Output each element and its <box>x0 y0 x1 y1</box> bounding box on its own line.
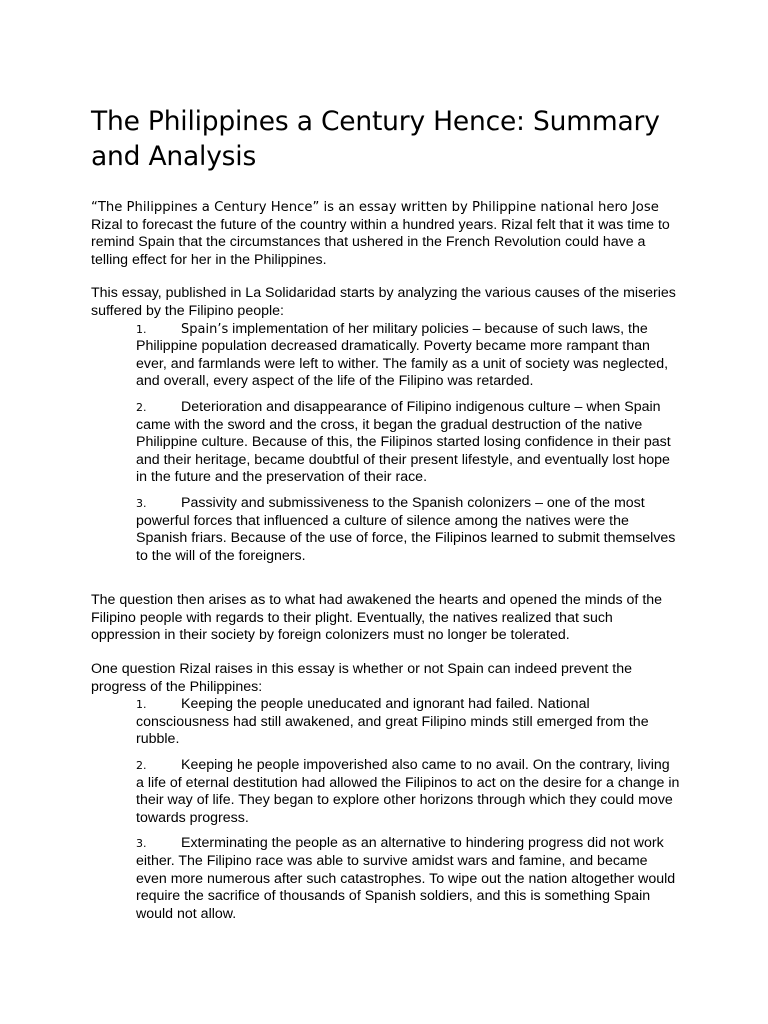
intro-paragraph <box>91 199 681 269</box>
list-item <box>136 399 681 487</box>
document-page <box>91 104 681 931</box>
list-number: 3. <box>136 837 147 851</box>
progress-list <box>91 696 681 923</box>
list-item-text: Deterioration and disappearance of Filipino indigenous culture – when Spain came with the sword and the cross, it began the gradual destruction of the native Philippine culture. Because of this, the Filipinos started losing confidence in their past and their heritage, became doubtful of their present lifestyle, and eventually lost hope in the future and the preservation of their race. <box>136 398 671 486</box>
awakening-paragraph: The question then arises as to what had awakened the hearts and opened the minds of the Filipino people with regards to their plight. Eventually, the natives realized that such oppression in their society by foreign colonizers must no longer be tolerated. <box>91 592 663 644</box>
list-item-text: Exterminating the people as an alternative to hindering progress did not work either. The Filipino race was able to survive amidst wars and famine, and became even more numerous after such catastrophes. To wipe out the nation altogether would require the sacrifice of thousands of Spanish soldiers, and this is something Spain would not allow. <box>136 835 676 922</box>
list-item <box>136 495 681 565</box>
list-item <box>136 321 681 391</box>
intro-lead: “The Philippines a Century Hence” is an essay written by Philippine national hero Jose <box>91 200 659 215</box>
list-item-lead: Spain’s <box>181 321 229 337</box>
list-item <box>136 835 681 923</box>
list-item <box>136 696 681 749</box>
intro-rest: Rizal to forecast the future of the country within a hundred years. Rizal felt that it was time to remind Spain that the circumstances that ushered in the French Revolution could have a telling effect for her in the Philippines. <box>91 216 670 268</box>
list-number: 2. <box>136 400 147 414</box>
progress-intro: One question Rizal raises in this essay is whether or not Spain can indeed prevent the progress of the Philippines: <box>91 661 633 695</box>
list-number: 1. <box>136 322 147 336</box>
list-number: 3. <box>136 496 147 510</box>
list-item <box>136 757 681 827</box>
list-item-text: Keeping the people uneducated and ignorant had failed. National consciousness had still awakened, and great Filipino minds still emerged from the rubble. <box>136 696 649 748</box>
list-item-text: implementation of her military policies – because of such laws, the Philippine population decreased dramatically. Poverty became more rampant than ever, and farmlands were left to wither. The family as a unit of society was neglected, and overall, every aspect of the life of the Filipino was retarded. <box>136 320 669 390</box>
page-title: The Philippines a Century Hence: Summary and Analysis <box>91 106 660 172</box>
list-number: 1. <box>136 698 147 712</box>
causes-list <box>91 321 681 566</box>
list-item-text: Passivity and submissiveness to the Spanish colonizers – one of the most powerful forces that influenced a culture of silence among the natives were the Spanish friars. Because of the use of force, the Filipinos learned to submit themselves to the will of the foreigners. <box>136 494 676 564</box>
list-number: 2. <box>136 759 147 773</box>
list-item-text: Keeping he people impoverished also came to no avail. On the contrary, living a life of eternal destitution had allowed the Filipinos to act on the desire for a change in their way of life. They began to explore other horizons through which they could move towards progress. <box>136 757 680 826</box>
causes-intro: This essay, published in La Solidaridad starts by analyzing the various causes of the miseries suffered by the Filipino people: <box>91 285 676 319</box>
